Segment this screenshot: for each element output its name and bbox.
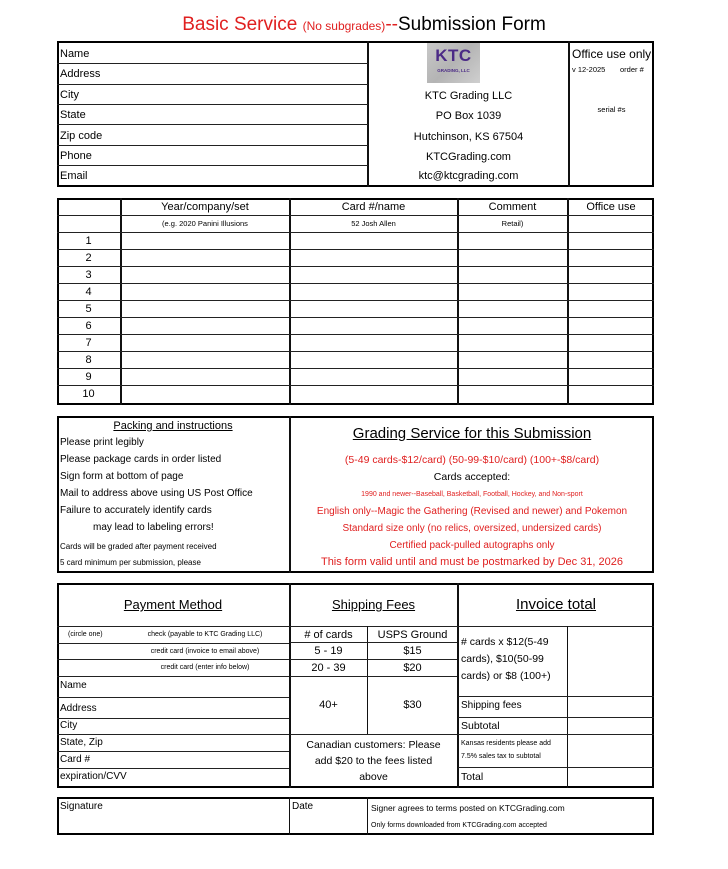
canadian-note-line: Canadian customers: Please [306,739,441,751]
shipping-tier-cards: 40+ [319,699,338,711]
divider [57,697,289,698]
cc-address-field[interactable]: Address [60,703,97,714]
divider [57,232,654,233]
cc-card-number-field[interactable]: Card # [60,754,91,765]
shipping-header-cards: # of cards [304,629,353,641]
divider [57,300,654,301]
divider [57,84,368,85]
divider [458,767,654,768]
header-comment: Comment [488,201,537,213]
row-number: 8 [85,354,92,366]
divider [57,63,368,64]
divider [458,717,654,718]
instructions-title: Packing and instructions [113,420,233,432]
cc-name-field[interactable]: Name [60,680,87,691]
divider [367,797,368,835]
invoice-cards-line: cards) or $8 (100+) [461,670,551,682]
office-use-title: Office use only [572,47,652,61]
divider [290,676,457,677]
divider [57,124,368,125]
shipping-tier-fee: $20 [403,662,422,674]
invoice-total-title: Invoice total [515,596,597,613]
grading-pricing: (5-49 cards-$12/card) (50-99-$10/card) (100+-$8/card) [344,454,600,466]
cc-state-zip-field[interactable]: State, Zip [60,737,103,748]
company-city: Hutchinson, KS 67504 [413,131,524,143]
divider [57,283,654,284]
company-po-box: PO Box 1039 [435,110,502,122]
row-number: 5 [85,303,92,315]
signature-field[interactable]: Signature [60,801,103,812]
name-field[interactable]: Name [60,48,90,60]
terms-text: Signer agrees to terms posted on KTCGrading.com [371,803,565,813]
divider [57,718,289,719]
logo-subtext: GRADING, LLC [437,68,470,73]
cc-city-field[interactable]: City [60,720,78,731]
ktc-logo [427,43,480,83]
divider [57,676,289,677]
address-field[interactable]: Address [60,68,101,80]
invoice-tax-line: Kansas residents please add [461,740,551,747]
title-subgrades: (No subgrades) [302,19,386,33]
divider [567,626,568,788]
row-number: 10 [82,388,95,400]
row-number: 1 [85,235,92,247]
divider [289,797,290,835]
divider [57,643,289,644]
invoice-shipping-fees: Shipping fees [461,700,522,711]
instruction-line: 5 card minimum per submission, please [60,558,201,567]
zip-field[interactable]: Zip code [60,130,103,142]
divider [57,215,654,216]
logo-text: KTC [435,46,472,65]
instruction-line: Cards will be graded after payment received [60,542,217,551]
canadian-note-line: add $20 to the fees listed [314,755,433,767]
divider [57,659,289,660]
shipping-tier-cards: 20 - 39 [311,662,346,674]
divider [57,351,654,352]
divider [57,145,368,146]
divider [57,626,654,627]
example-set: (e.g. 2020 Panini Illusions [162,219,248,228]
email-field[interactable]: Email [60,170,88,182]
row-number: 2 [85,252,92,264]
form-version: v 12-2025 [572,65,606,74]
title-dash: -- [385,14,398,35]
example-card: 52 Josh Allen [351,219,396,228]
phone-field[interactable]: Phone [60,150,92,162]
invoice-total: Total [461,771,484,783]
header-card-name: Card #/name [341,201,406,213]
instruction-line: Mail to address above using US Post Office [60,488,253,499]
date-field[interactable]: Date [292,801,314,812]
shipping-tier-cards: 5 - 19 [314,645,343,657]
payment-method-title: Payment Method [123,597,223,612]
row-number: 9 [85,371,92,383]
order-number-label: order # [620,65,644,74]
accepted-autographs: Certified pack-pulled autographs only [389,540,555,551]
divider [57,317,654,318]
row-number: 3 [85,269,92,281]
shipping-fees-title: Shipping Fees [331,597,416,612]
accepted-tcg: English only--Magic the Gathering (Revised and newer) and Pokemon [316,506,628,517]
instruction-line: Please package cards in order listed [60,454,222,465]
divider [290,659,457,660]
instruction-line: Please print legibly [60,437,144,448]
instruction-line: may lead to labeling errors! [93,522,214,533]
divider [57,266,654,267]
instruction-line: Failure to accurately identify cards [60,505,212,516]
invoice-cards-line: cards), $10(50-99 [461,653,544,665]
state-field[interactable]: State [60,109,86,121]
divider [57,334,654,335]
shipping-tier-fee: $30 [403,699,422,711]
title-service: Basic Service [182,14,298,35]
form-title [0,14,728,36]
invoice-cards-line: # cards x $12(5-49 [461,636,549,648]
circle-one-label: (circle one) [68,631,103,638]
divider [290,642,457,643]
divider [57,751,289,752]
row-number: 6 [85,320,92,332]
divider [290,734,457,735]
header-year-company-set: Year/company/set [161,201,249,213]
serial-numbers-label: serial #s [597,105,626,114]
divider [458,734,654,735]
divider [57,165,368,166]
invoice-tax-line: 7.5% sales tax to subtotal [461,753,541,760]
form-valid-until: This form valid until and must be postmarked by Dec 31, 2026 [320,556,624,568]
invoice-subtotal: Subtotal [461,720,500,732]
divider [57,768,289,769]
instruction-line: Sign form at bottom of page [60,471,184,482]
divider [57,104,368,105]
canadian-note-line: above [359,771,388,783]
payment-option-invoice[interactable]: credit card (invoice to email above) [150,648,260,655]
company-website[interactable]: KTCGrading.com [426,151,511,163]
header-office-use: Office use [586,201,636,213]
accepted-sports: 1990 and newer--Baseball, Basketball, Football, Hockey, and Non-sport [361,491,583,498]
payment-option-check[interactable]: check (payable to KTC Grading LLC) [147,631,263,638]
divider [458,696,654,697]
grading-service-title: Grading Service for this Submission [352,425,592,442]
divider [57,385,654,386]
example-comment: Retail) [501,219,524,228]
divider [57,249,654,250]
shipping-tier-fee: $15 [403,645,422,657]
company-name: KTC Grading LLC [424,90,513,102]
downloaded-forms-note: Only forms downloaded from KTCGrading.com accepted [371,822,547,829]
row-number: 7 [85,337,92,349]
divider [57,368,654,369]
cc-expiration-cvv-field[interactable]: expiration/CVV [60,771,127,782]
divider [567,198,569,405]
shipping-header-usps: USPS Ground [377,629,448,641]
accepted-size: Standard size only (no relics, oversized, undersized cards) [342,523,602,534]
title-form: Submission Form [397,14,546,35]
company-email[interactable]: ktc@ktcgrading.com [418,170,519,182]
row-number: 4 [85,286,92,298]
cards-accepted-label: Cards accepted: [433,471,511,483]
payment-option-credit-card[interactable]: credit card (enter info below) [160,664,250,671]
city-field[interactable]: City [60,89,79,101]
divider [57,734,289,735]
